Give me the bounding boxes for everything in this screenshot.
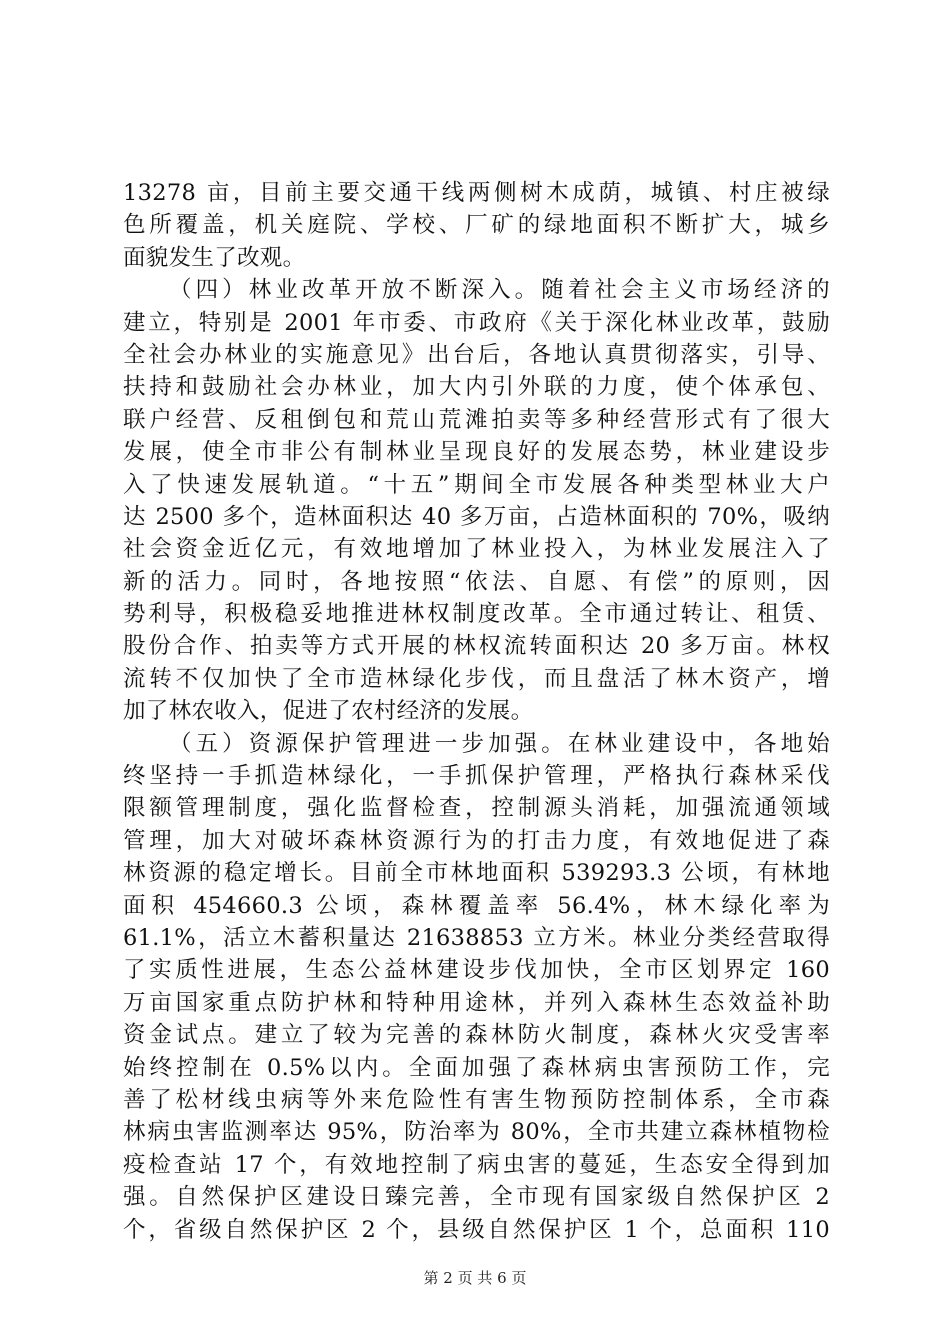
text-line: 建立，特别是 2001 年市委、市政府《关于深化林业改革，鼓励	[123, 309, 830, 336]
text-line: 色所覆盖，机关庭院、学校、厂矿的绿地面积不断扩大，城乡	[123, 212, 830, 239]
text-line: 面积 454660.3 公顷，森林覆盖率 56.4%，林木绿化率为	[123, 892, 830, 919]
text-line: 流转不仅加快了全市造林绿化步伐，而且盘活了林木资产，增	[123, 665, 830, 692]
text-line: 万亩国家重点防护林和特种用途林，并列入森林生态效益补助	[123, 989, 830, 1016]
text-line: 61.1%，活立木蓄积量达 21638853 立方米。林业分类经营取得	[123, 924, 830, 951]
text-line: 个，省级自然保护区 2 个，县级自然保护区 1 个，总面积 110	[123, 1216, 830, 1243]
text-line: 入了快速发展轨道。“十五”期间全市发展各种类型林业大户	[123, 471, 830, 498]
text-line: 终坚持一手抓造林绿化，一手抓保护管理，严格执行森林采伐	[123, 763, 830, 790]
text-line: 达 2500 多个，造林面积达 40 多万亩，占造林面积的 70%，吸纳	[123, 503, 830, 530]
page-footer	[0, 1268, 950, 1288]
text-line: 限额管理制度，强化监督检查，控制源头消耗，加强流通领域	[123, 795, 830, 822]
text-line: 势利导，积极稳妥地推进林权制度改革。全市通过转让、租赁、	[123, 601, 830, 628]
text-line: 强。自然保护区建设日臻完善，全市现有国家级自然保护区 2	[123, 1184, 830, 1211]
text-line: 林病虫害监测率达 95%，防治率为 80%，全市共建立森林植物检	[123, 1119, 830, 1146]
text-line: 加了林农收入，促进了农村经济的发展。	[123, 698, 534, 725]
text-line: （四）林业改革开放不断深入。随着社会主义市场经济的	[169, 277, 830, 304]
text-line: 善了松材线虫病等外来危险性有害生物预防控制体系，全市森	[123, 1086, 830, 1113]
text-line: 联户经营、反租倒包和荒山荒滩拍卖等多种经营形式有了很大	[123, 406, 830, 433]
document-body	[123, 177, 830, 1246]
text-line: 林资源的稳定增长。目前全市林地面积 539293.3 公顷，有林地	[123, 860, 830, 887]
text-line: 社会资金近亿元，有效地增加了林业投入，为林业发展注入了	[123, 536, 830, 563]
text-line: 股份合作、拍卖等方式开展的林权流转面积达 20 多万亩。林权	[123, 633, 830, 660]
text-line: 管理，加大对破坏森林资源行为的打击力度，有效地促进了森	[123, 827, 830, 854]
page-number-label: 第 2 页 共 6 页	[423, 1269, 527, 1287]
text-line: 了实质性进展，生态公益林建设步伐加快，全市区划界定 160	[123, 957, 830, 984]
text-line: 13278 亩，目前主要交通干线两侧树木成荫，城镇、村庄被绿	[123, 180, 830, 206]
text-line: （五）资源保护管理进一步加强。在林业建设中，各地始	[169, 730, 830, 757]
text-line: 面貌发生了改观。	[123, 244, 306, 271]
text-line: 发展，使全市非公有制林业呈现良好的发展态势，林业建设步	[123, 439, 830, 466]
text-line: 疫检查站 17 个，有效地控制了病虫害的蔓延，生态安全得到加	[123, 1151, 830, 1178]
text-line: 资金试点。建立了较为完善的森林防火制度，森林火灾受害率	[123, 1022, 830, 1049]
text-line: 全社会办林业的实施意见》出台后，各地认真贯彻落实，引导、	[123, 341, 830, 368]
text-line: 新的活力。同时，各地按照“依法、自愿、有偿”的原则，因	[123, 568, 830, 595]
text-line: 始终控制在 0.5%以内。全面加强了森林病虫害预防工作，完	[123, 1054, 830, 1081]
text-line: 扶持和鼓励社会办林业，加大内引外联的力度，使个体承包、	[123, 374, 830, 401]
